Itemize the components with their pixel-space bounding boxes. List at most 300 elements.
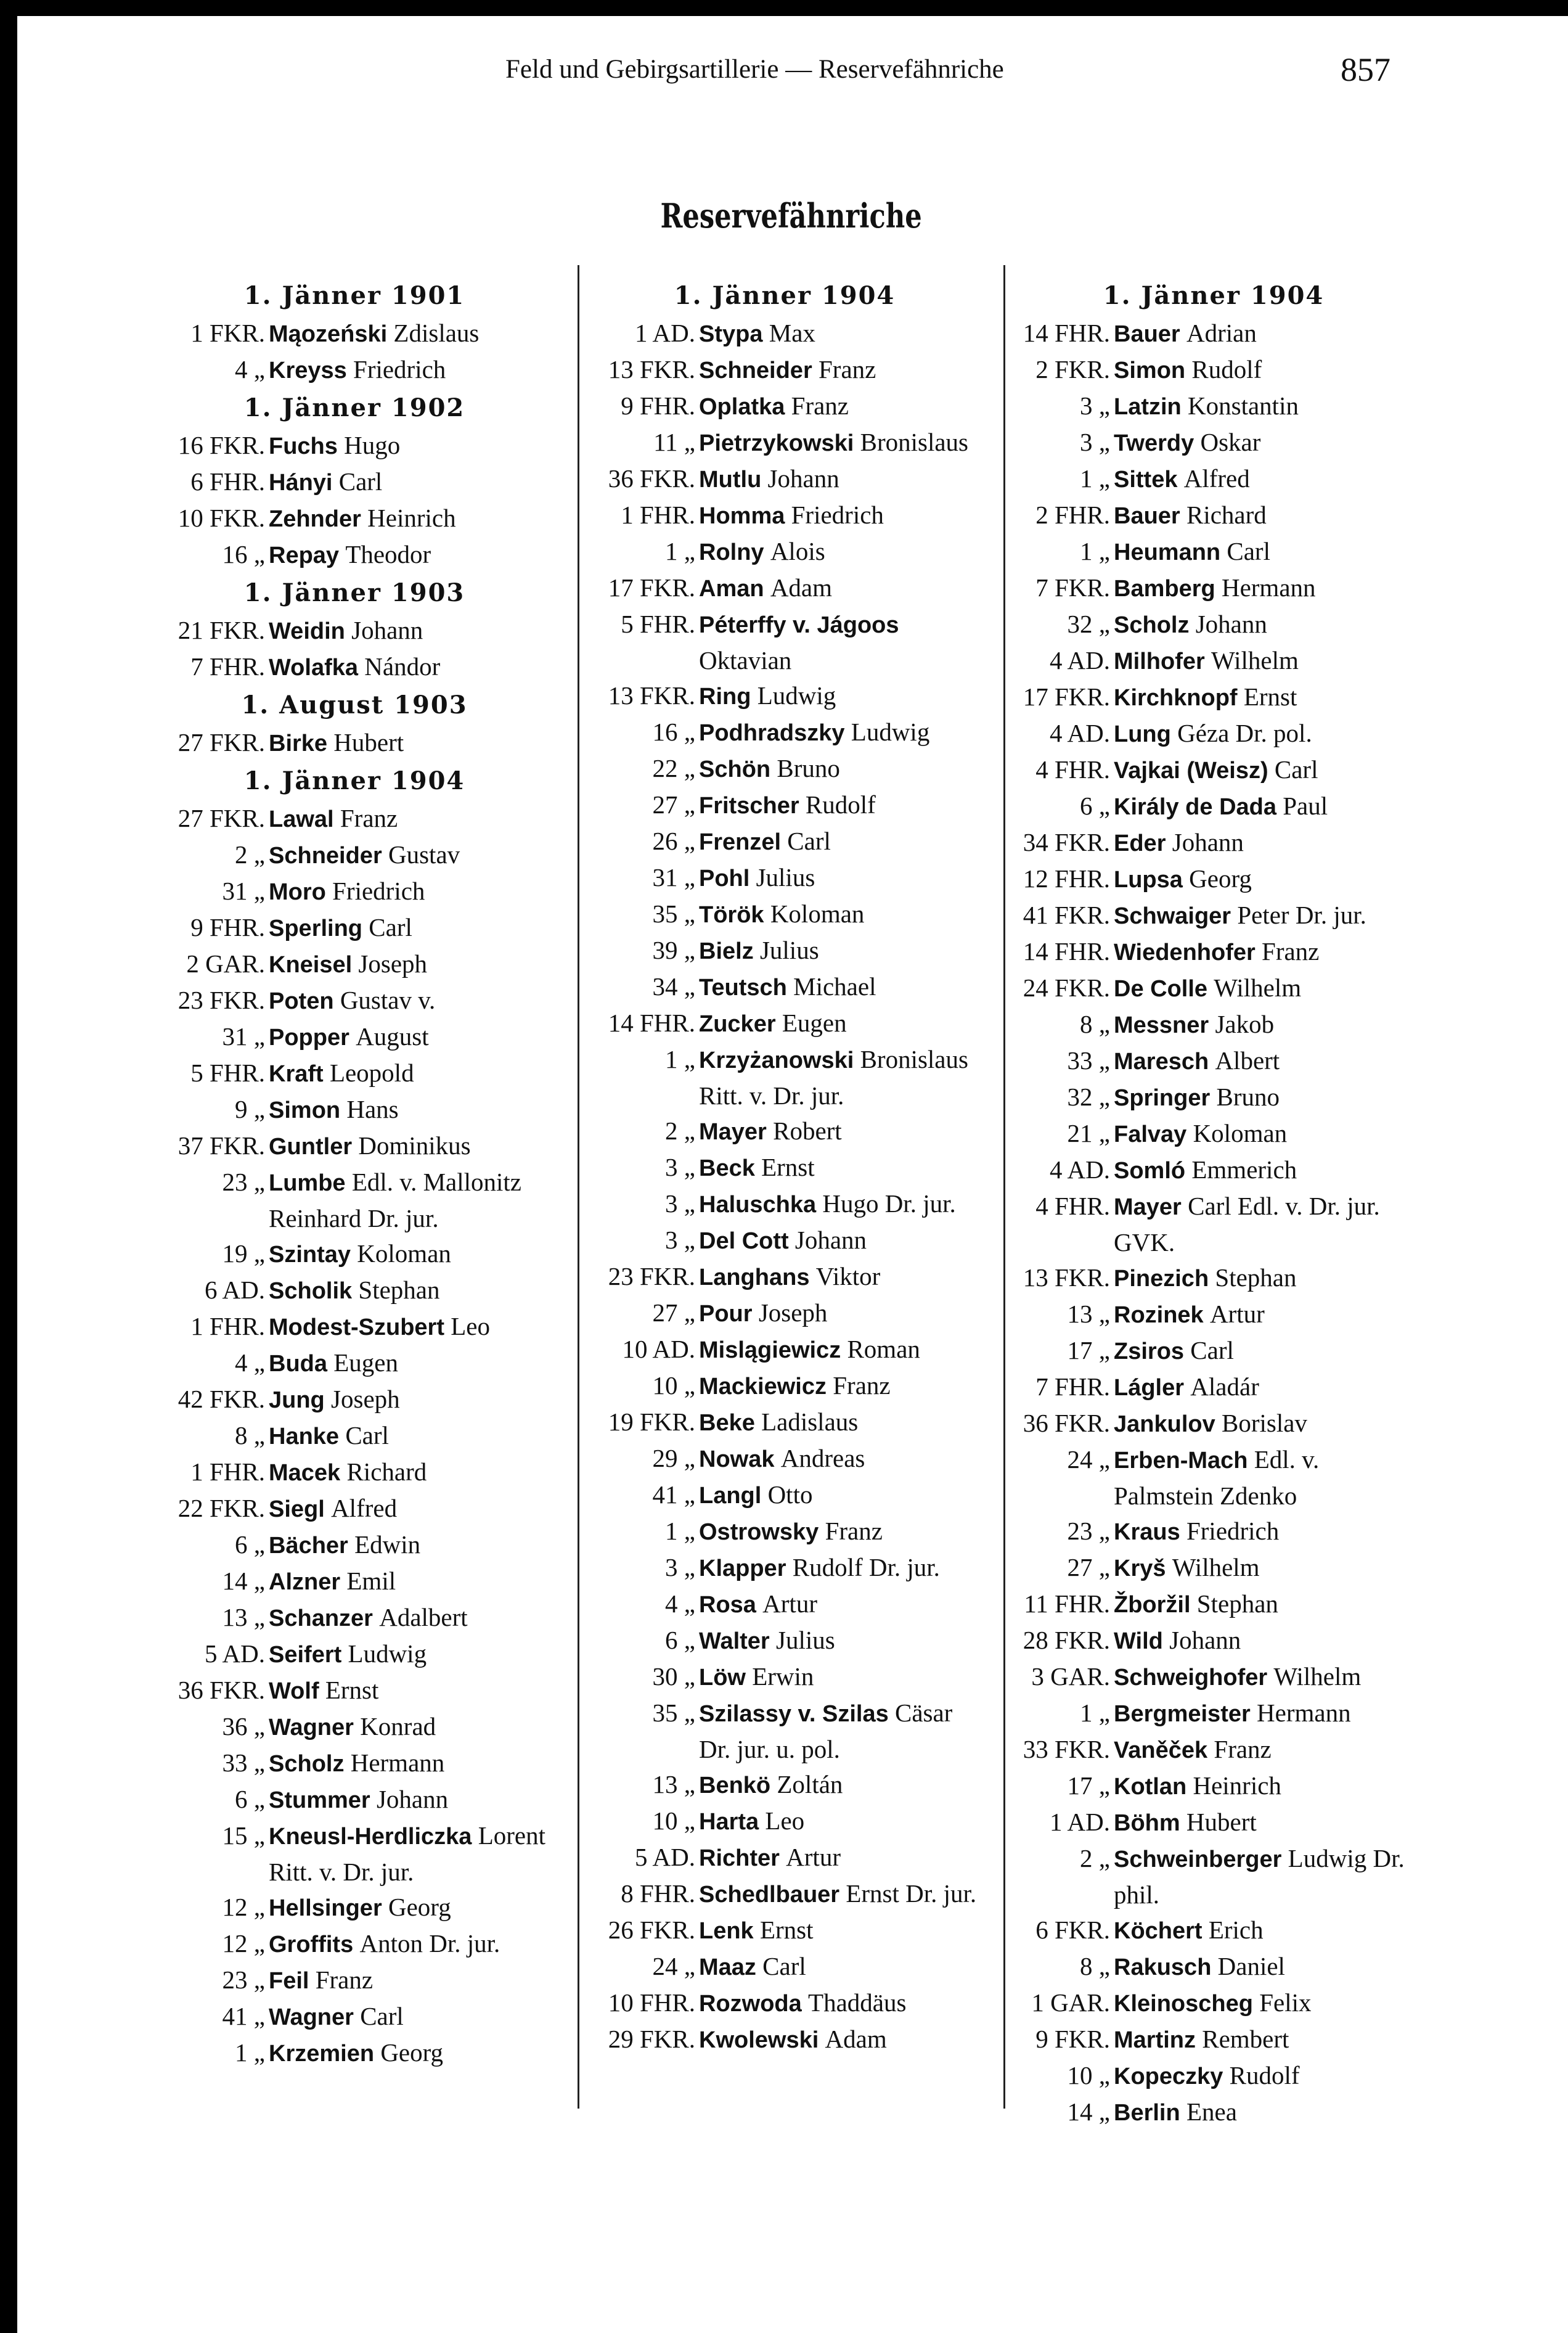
- surname: Maaz: [699, 1954, 756, 1980]
- person-name: [269, 1600, 564, 1636]
- given-names: Wilhelm: [1211, 646, 1299, 674]
- person-name: [269, 1926, 564, 1962]
- given-names: Zoltán: [777, 1770, 843, 1798]
- given-names: Ludwig: [348, 1639, 427, 1668]
- person-name: [1114, 898, 1419, 934]
- regiment-label: 3 „: [665, 1553, 695, 1581]
- surname: Zsiros: [1114, 1339, 1185, 1364]
- person-name: [1114, 1586, 1419, 1623]
- roster-entry: [1008, 1768, 1419, 1805]
- person-name: [1114, 825, 1419, 861]
- given-names: Franz: [818, 355, 876, 383]
- given-names: Stephan: [358, 1276, 440, 1304]
- roster-entry: [1008, 1043, 1419, 1080]
- roster-entry: [581, 678, 988, 715]
- regiment-label: 14 FHR.: [1023, 937, 1110, 966]
- regiment-label: 7 FHR.: [1035, 1372, 1110, 1401]
- person-name: [699, 425, 988, 461]
- regiment-label: 2 „: [235, 840, 265, 869]
- roster-entry: [145, 464, 564, 501]
- given-names: Franz: [791, 392, 849, 420]
- regiment-label: 3 „: [665, 1153, 695, 1181]
- given-names: Enea: [1186, 2097, 1237, 2126]
- regiment-label: 33 FKR.: [1023, 1735, 1110, 1763]
- person-name: [699, 498, 988, 534]
- person-name: [1114, 1732, 1419, 1768]
- given-names: Hans: [346, 1095, 399, 1123]
- roster-entry: [145, 1636, 564, 1673]
- person-name: [269, 2035, 564, 2072]
- roster-entry: [1008, 1985, 1419, 2022]
- roster-entry: [1008, 2058, 1419, 2094]
- regiment-label: 13 FKR.: [1023, 1263, 1110, 1292]
- person-name: [699, 896, 988, 933]
- surname: Szintay: [269, 1242, 351, 1268]
- surname: Mackiewicz: [699, 1374, 827, 1400]
- person-name: [269, 874, 564, 910]
- person-name: [1114, 934, 1419, 970]
- surname: Milhofer: [1114, 649, 1205, 674]
- given-names: Johann: [794, 1226, 867, 1254]
- regiment-label: 8 „: [235, 1421, 265, 1449]
- given-names: Ernst: [325, 1676, 379, 1704]
- roster-entry: [1008, 789, 1419, 825]
- regiment-label: 2 GAR.: [186, 949, 265, 978]
- given-names: Carl: [360, 2002, 404, 2030]
- roster-entry: [1008, 1080, 1419, 1116]
- person-name: [1114, 1369, 1419, 1406]
- regiment-label: 10 FHR.: [608, 1988, 695, 2017]
- regiment-label: 16 „: [652, 718, 695, 746]
- roster-entry: [581, 461, 988, 498]
- regiment-label: 3 „: [665, 1226, 695, 1254]
- regiment-label: 23 „: [222, 1168, 265, 1196]
- person-name: [1114, 1043, 1419, 1080]
- surname: Köchert: [1114, 1918, 1203, 1944]
- person-name: [699, 1477, 988, 1514]
- surname: Erben-Mach: [1114, 1448, 1248, 1474]
- given-names: Richard: [1186, 501, 1267, 529]
- surname: Lumbe: [269, 1170, 346, 1196]
- roster-entry: [581, 352, 988, 388]
- surname: Hányi: [269, 470, 333, 496]
- given-names: Max: [769, 319, 815, 347]
- regiment-label: 13 FKR.: [608, 681, 695, 710]
- roster-entry: [581, 1840, 988, 1876]
- given-names: Nándor: [364, 652, 441, 681]
- person-name: [1114, 388, 1419, 425]
- surname: Messner: [1114, 1012, 1209, 1038]
- roster-entry: [581, 534, 988, 570]
- given-names: Adam: [770, 573, 833, 602]
- person-name: [1114, 1007, 1419, 1043]
- roster-entry: [581, 1949, 988, 1985]
- given-names: Viktor: [815, 1262, 881, 1290]
- roster-entry: [145, 1818, 564, 1890]
- roster-entry: [1008, 1369, 1419, 1406]
- roster-entry: [1008, 679, 1419, 716]
- regiment-label: 24 FKR.: [1023, 974, 1110, 1002]
- roster-entry: [145, 1273, 564, 1309]
- surname: Stummer: [269, 1787, 370, 1813]
- person-name: [269, 1056, 564, 1092]
- given-names: Cäsar Dr. jur. u. pol.: [699, 1699, 953, 1763]
- given-names: Eugen: [782, 1009, 847, 1037]
- roster-entry: [145, 1962, 564, 1999]
- person-name: [1114, 2058, 1419, 2094]
- regiment-label: 29 FKR.: [608, 2025, 695, 2053]
- given-names: Hermann: [1257, 1699, 1351, 1727]
- surname: Feil: [269, 1968, 309, 1994]
- regiment-label: 1 AD.: [1050, 1808, 1110, 1836]
- surname: Rakusch: [1114, 1954, 1212, 1980]
- surname: Pietrzykowski: [699, 430, 854, 456]
- roster-entry: [1008, 1406, 1419, 1442]
- column-divider: [1003, 265, 1005, 2109]
- surname: Wild: [1114, 1628, 1163, 1654]
- person-name: [269, 1745, 564, 1782]
- given-names: Carl: [345, 1421, 389, 1449]
- roster-column-1: [145, 276, 564, 2072]
- surname: Latzin: [1114, 394, 1182, 420]
- roster-entry: [145, 1128, 564, 1165]
- person-name: [699, 316, 988, 352]
- regiment-label: 33 „: [1067, 1046, 1110, 1075]
- roster-entry: [145, 1019, 564, 1056]
- regiment-label: 14 „: [222, 1567, 265, 1595]
- given-names: Heinrich: [1193, 1771, 1281, 1800]
- roster-entry: [1008, 1913, 1419, 1949]
- regiment-label: 17 „: [1067, 1336, 1110, 1364]
- person-name: [699, 1840, 988, 1876]
- regiment-label: 1 „: [1080, 537, 1110, 565]
- surname: Vajkai (Weisz): [1114, 758, 1268, 784]
- date-heading: 1. Jänner 1901: [243, 281, 465, 310]
- person-name: [699, 461, 988, 498]
- surname: Kryš: [1114, 1556, 1166, 1581]
- given-names: Johann: [767, 464, 839, 493]
- regiment-label: 19 „: [222, 1239, 265, 1268]
- person-name: [1114, 1913, 1419, 1949]
- surname: Birke: [269, 731, 328, 756]
- roster-entry: [1008, 1189, 1419, 1260]
- surname: Mayer: [1114, 1194, 1182, 1220]
- person-name: [1114, 1623, 1419, 1659]
- given-names: Oktavian: [699, 646, 792, 674]
- surname: Scholz: [1114, 612, 1190, 638]
- given-names: Koloman: [770, 900, 865, 928]
- regiment-label: 9 FHR.: [190, 913, 265, 941]
- roster-entry: [1008, 1333, 1419, 1369]
- regiment-label: 6 „: [1080, 792, 1110, 820]
- regiment-label: 29 „: [652, 1444, 695, 1472]
- roster-entry: [1008, 461, 1419, 498]
- surname: Mąozeński: [269, 321, 388, 347]
- person-name: [699, 1113, 988, 1150]
- surname: Frenzel: [699, 829, 782, 855]
- surname: Bauer: [1114, 503, 1180, 529]
- roster-entry: [145, 428, 564, 464]
- roster-entry: [581, 1695, 988, 1767]
- roster-entry: [1008, 1550, 1419, 1586]
- given-names: Rudolf Dr. jur.: [792, 1553, 940, 1581]
- regiment-label: 21 FKR.: [178, 616, 265, 644]
- column-divider: [578, 265, 579, 2109]
- surname: Fuchs: [269, 433, 338, 459]
- surname: Heumann: [1114, 539, 1221, 565]
- regiment-label: 39 „: [652, 936, 695, 964]
- surname: Rosa: [699, 1592, 756, 1618]
- regiment-label: 1 „: [665, 1045, 695, 1073]
- person-name: [1114, 352, 1419, 388]
- roster-entry: [145, 910, 564, 946]
- given-names: Hermann: [1221, 573, 1316, 602]
- roster-entry: [145, 874, 564, 910]
- roster-entry: [1008, 1805, 1419, 1841]
- surname: Jung: [269, 1387, 325, 1413]
- roster-entry: [145, 1782, 564, 1818]
- given-names: Stephan: [1196, 1589, 1278, 1618]
- surname: Beck: [699, 1155, 755, 1181]
- surname: Nowak: [699, 1446, 775, 1472]
- roster-entry: [581, 1042, 988, 1113]
- regiment-label: 37 FKR.: [178, 1131, 265, 1160]
- regiment-label: 27 FKR.: [178, 728, 265, 756]
- roster-entry: [1008, 498, 1419, 534]
- surname: Siegl: [269, 1496, 325, 1522]
- surname: Pour: [699, 1301, 753, 1327]
- person-name: [699, 715, 988, 751]
- surname: Groffits: [269, 1932, 354, 1958]
- regiment-label: 36 FKR.: [1023, 1409, 1110, 1437]
- roster-entry: [145, 1527, 564, 1564]
- roster-entry: [581, 1223, 988, 1259]
- roster-entry: [145, 1382, 564, 1418]
- roster-entry: [1008, 1152, 1419, 1189]
- surname: Bielz: [699, 938, 754, 964]
- regiment-label: 1 „: [1080, 1699, 1110, 1727]
- given-names: Joseph: [331, 1385, 400, 1413]
- roster-entry: [145, 316, 564, 352]
- regiment-label: 34 „: [652, 972, 695, 1001]
- regiment-label: 14 FHR.: [608, 1009, 695, 1037]
- regiment-label: 41 „: [652, 1480, 695, 1509]
- regiment-label: 2 FKR.: [1035, 355, 1110, 383]
- roster-entry: [1008, 425, 1419, 461]
- roster-entry: [581, 316, 988, 352]
- given-names: Bronislaus Ritt. v. Dr. jur.: [699, 1045, 968, 1110]
- given-names: Adrian: [1186, 319, 1257, 347]
- regiment-label: 11 „: [653, 428, 695, 456]
- person-name: [699, 1550, 988, 1586]
- person-name: [269, 725, 564, 761]
- surname: Benkö: [699, 1773, 771, 1798]
- person-name: [1114, 716, 1419, 752]
- surname: Zucker: [699, 1011, 776, 1037]
- roster-entry: [1008, 1623, 1419, 1659]
- person-name: [269, 1709, 564, 1745]
- given-names: Gustav: [388, 840, 460, 869]
- roster-entry: [581, 933, 988, 969]
- regiment-label: 33 „: [222, 1749, 265, 1777]
- regiment-label: 28 FKR.: [1023, 1626, 1110, 1654]
- roster-entry: [581, 1623, 988, 1659]
- given-names: Bronislaus: [860, 428, 968, 456]
- regiment-label: 15 „: [222, 1821, 265, 1850]
- regiment-label: 4 „: [665, 1589, 695, 1618]
- regiment-label: 16 „: [222, 540, 265, 568]
- given-names: Géza Dr. pol.: [1177, 719, 1312, 747]
- roster-entry: [581, 1332, 988, 1368]
- given-names: Rudolf: [1229, 2061, 1300, 2089]
- regiment-label: 3 „: [665, 1189, 695, 1218]
- person-name: [699, 1150, 988, 1186]
- surname: Simon: [269, 1097, 341, 1123]
- person-name: [1114, 1260, 1419, 1297]
- roster-entry: [581, 824, 988, 860]
- given-names: Ludwig Dr. phil.: [1114, 1844, 1405, 1909]
- surname: Lágler: [1114, 1375, 1185, 1401]
- surname: Király de Dada: [1114, 794, 1276, 820]
- regiment-label: 36 „: [222, 1712, 265, 1741]
- surname: Bauer: [1114, 321, 1180, 347]
- surname: Modest-Szubert: [269, 1314, 444, 1340]
- regiment-label: 5 FHR.: [190, 1059, 265, 1087]
- surname: Falvay: [1114, 1121, 1187, 1147]
- regiment-label: 26 FKR.: [608, 1916, 695, 1944]
- roster-entry: [145, 1709, 564, 1745]
- given-names: Franz: [825, 1517, 883, 1545]
- person-name: [269, 1962, 564, 1999]
- regiment-label: 10 „: [1067, 2061, 1110, 2089]
- regiment-label: 5 FHR.: [621, 610, 695, 638]
- person-name: [699, 1368, 988, 1404]
- given-names: Borislav: [1221, 1409, 1307, 1437]
- surname: Moro: [269, 879, 326, 905]
- person-name: [269, 613, 564, 649]
- person-name: [1114, 1805, 1419, 1841]
- surname: Rozinek: [1114, 1302, 1204, 1328]
- roster-entry: [145, 1092, 564, 1128]
- scan-border-left: [0, 0, 17, 2333]
- regiment-label: 14 FHR.: [1023, 319, 1110, 347]
- given-names: Johann: [351, 616, 423, 644]
- surname: Lung: [1114, 721, 1171, 747]
- person-name: [1114, 2094, 1419, 2131]
- person-name: [269, 537, 564, 573]
- given-names: Carl: [762, 1952, 806, 1980]
- person-name: [1114, 1189, 1419, 1260]
- roster-entry: [581, 715, 988, 751]
- roster-entry: [145, 1418, 564, 1454]
- surname: Wolafka: [269, 655, 359, 681]
- given-names: Konstantin: [1188, 392, 1299, 420]
- regiment-label: 22 „: [652, 754, 695, 782]
- given-names: Friedrich: [1186, 1517, 1280, 1545]
- person-name: [699, 1659, 988, 1695]
- given-names: Rudolf: [805, 790, 876, 819]
- surname: Ring: [699, 684, 751, 710]
- regiment-label: 10 „: [652, 1371, 695, 1400]
- surname: Szilassy v. Szilas: [699, 1701, 889, 1727]
- person-name: [699, 1767, 988, 1803]
- surname: Poten: [269, 988, 334, 1014]
- person-name: [269, 837, 564, 874]
- person-name: [269, 1999, 564, 2035]
- surname: De Colle: [1114, 976, 1208, 1002]
- surname: Berlin: [1114, 2100, 1180, 2126]
- person-name: [699, 1803, 988, 1840]
- person-name: [1114, 1550, 1419, 1586]
- person-name: [1114, 1406, 1419, 1442]
- person-name: [699, 751, 988, 787]
- given-names: Peter Dr. jur.: [1237, 901, 1366, 929]
- regiment-label: 4 FHR.: [1035, 755, 1110, 784]
- person-name: [699, 969, 988, 1006]
- person-name: [699, 1876, 988, 1913]
- surname: Schedlbauer: [699, 1882, 840, 1908]
- surname: Hanke: [269, 1424, 340, 1449]
- person-name: [269, 946, 564, 983]
- surname: Kopeczky: [1114, 2064, 1223, 2089]
- surname: Mayer: [699, 1119, 767, 1145]
- person-name: [699, 388, 988, 425]
- person-name: [1114, 789, 1419, 825]
- regiment-label: 1 FHR.: [190, 1312, 265, 1340]
- surname: Haluschka: [699, 1192, 817, 1218]
- roster-entry: [581, 1550, 988, 1586]
- surname: Popper: [269, 1025, 349, 1051]
- surname: Homma: [699, 503, 785, 529]
- roster-entry: [1008, 1732, 1419, 1768]
- person-name: [699, 1586, 988, 1623]
- person-name: [1114, 1695, 1419, 1732]
- section-title: Reservefähnriche: [660, 196, 922, 236]
- given-names: Carl: [787, 827, 831, 855]
- given-names: Wilhelm: [1214, 974, 1302, 1002]
- surname: Kwolewski: [699, 2027, 819, 2053]
- regiment-label: 2 „: [1080, 1844, 1110, 1872]
- roster-entry: [1008, 1586, 1419, 1623]
- regiment-label: 16 FKR.: [178, 431, 265, 459]
- regiment-label: 1 „: [665, 537, 695, 565]
- person-name: [269, 352, 564, 388]
- roster-entry: [581, 1913, 988, 1949]
- surname: Alzner: [269, 1569, 341, 1595]
- surname: Krzemien: [269, 2041, 375, 2067]
- date-heading: 1. Jänner 1904: [674, 281, 896, 310]
- given-names: Julius: [759, 936, 819, 964]
- given-names: Bruno: [777, 754, 840, 782]
- given-names: Alfred: [1183, 464, 1250, 493]
- given-names: Ernst Dr. jur.: [846, 1879, 977, 1908]
- given-names: Rudolf: [1191, 355, 1262, 383]
- regiment-label: 5 AD.: [205, 1639, 265, 1668]
- person-name: [1114, 1514, 1419, 1550]
- roster-entry: [581, 1186, 988, 1223]
- given-names: Ludwig: [851, 718, 930, 746]
- person-name: [269, 1128, 564, 1165]
- roster-entry: [1008, 1695, 1419, 1732]
- regiment-label: 8 „: [1080, 1010, 1110, 1038]
- regiment-label: 4 AD.: [1050, 719, 1110, 747]
- given-names: Anton Dr. jur.: [359, 1929, 500, 1958]
- given-names: Roman: [847, 1335, 920, 1363]
- given-names: Johann: [1172, 828, 1244, 856]
- roster-entry: [145, 837, 564, 874]
- roster-entry: [145, 1673, 564, 1709]
- given-names: Rembert: [1202, 2025, 1289, 2053]
